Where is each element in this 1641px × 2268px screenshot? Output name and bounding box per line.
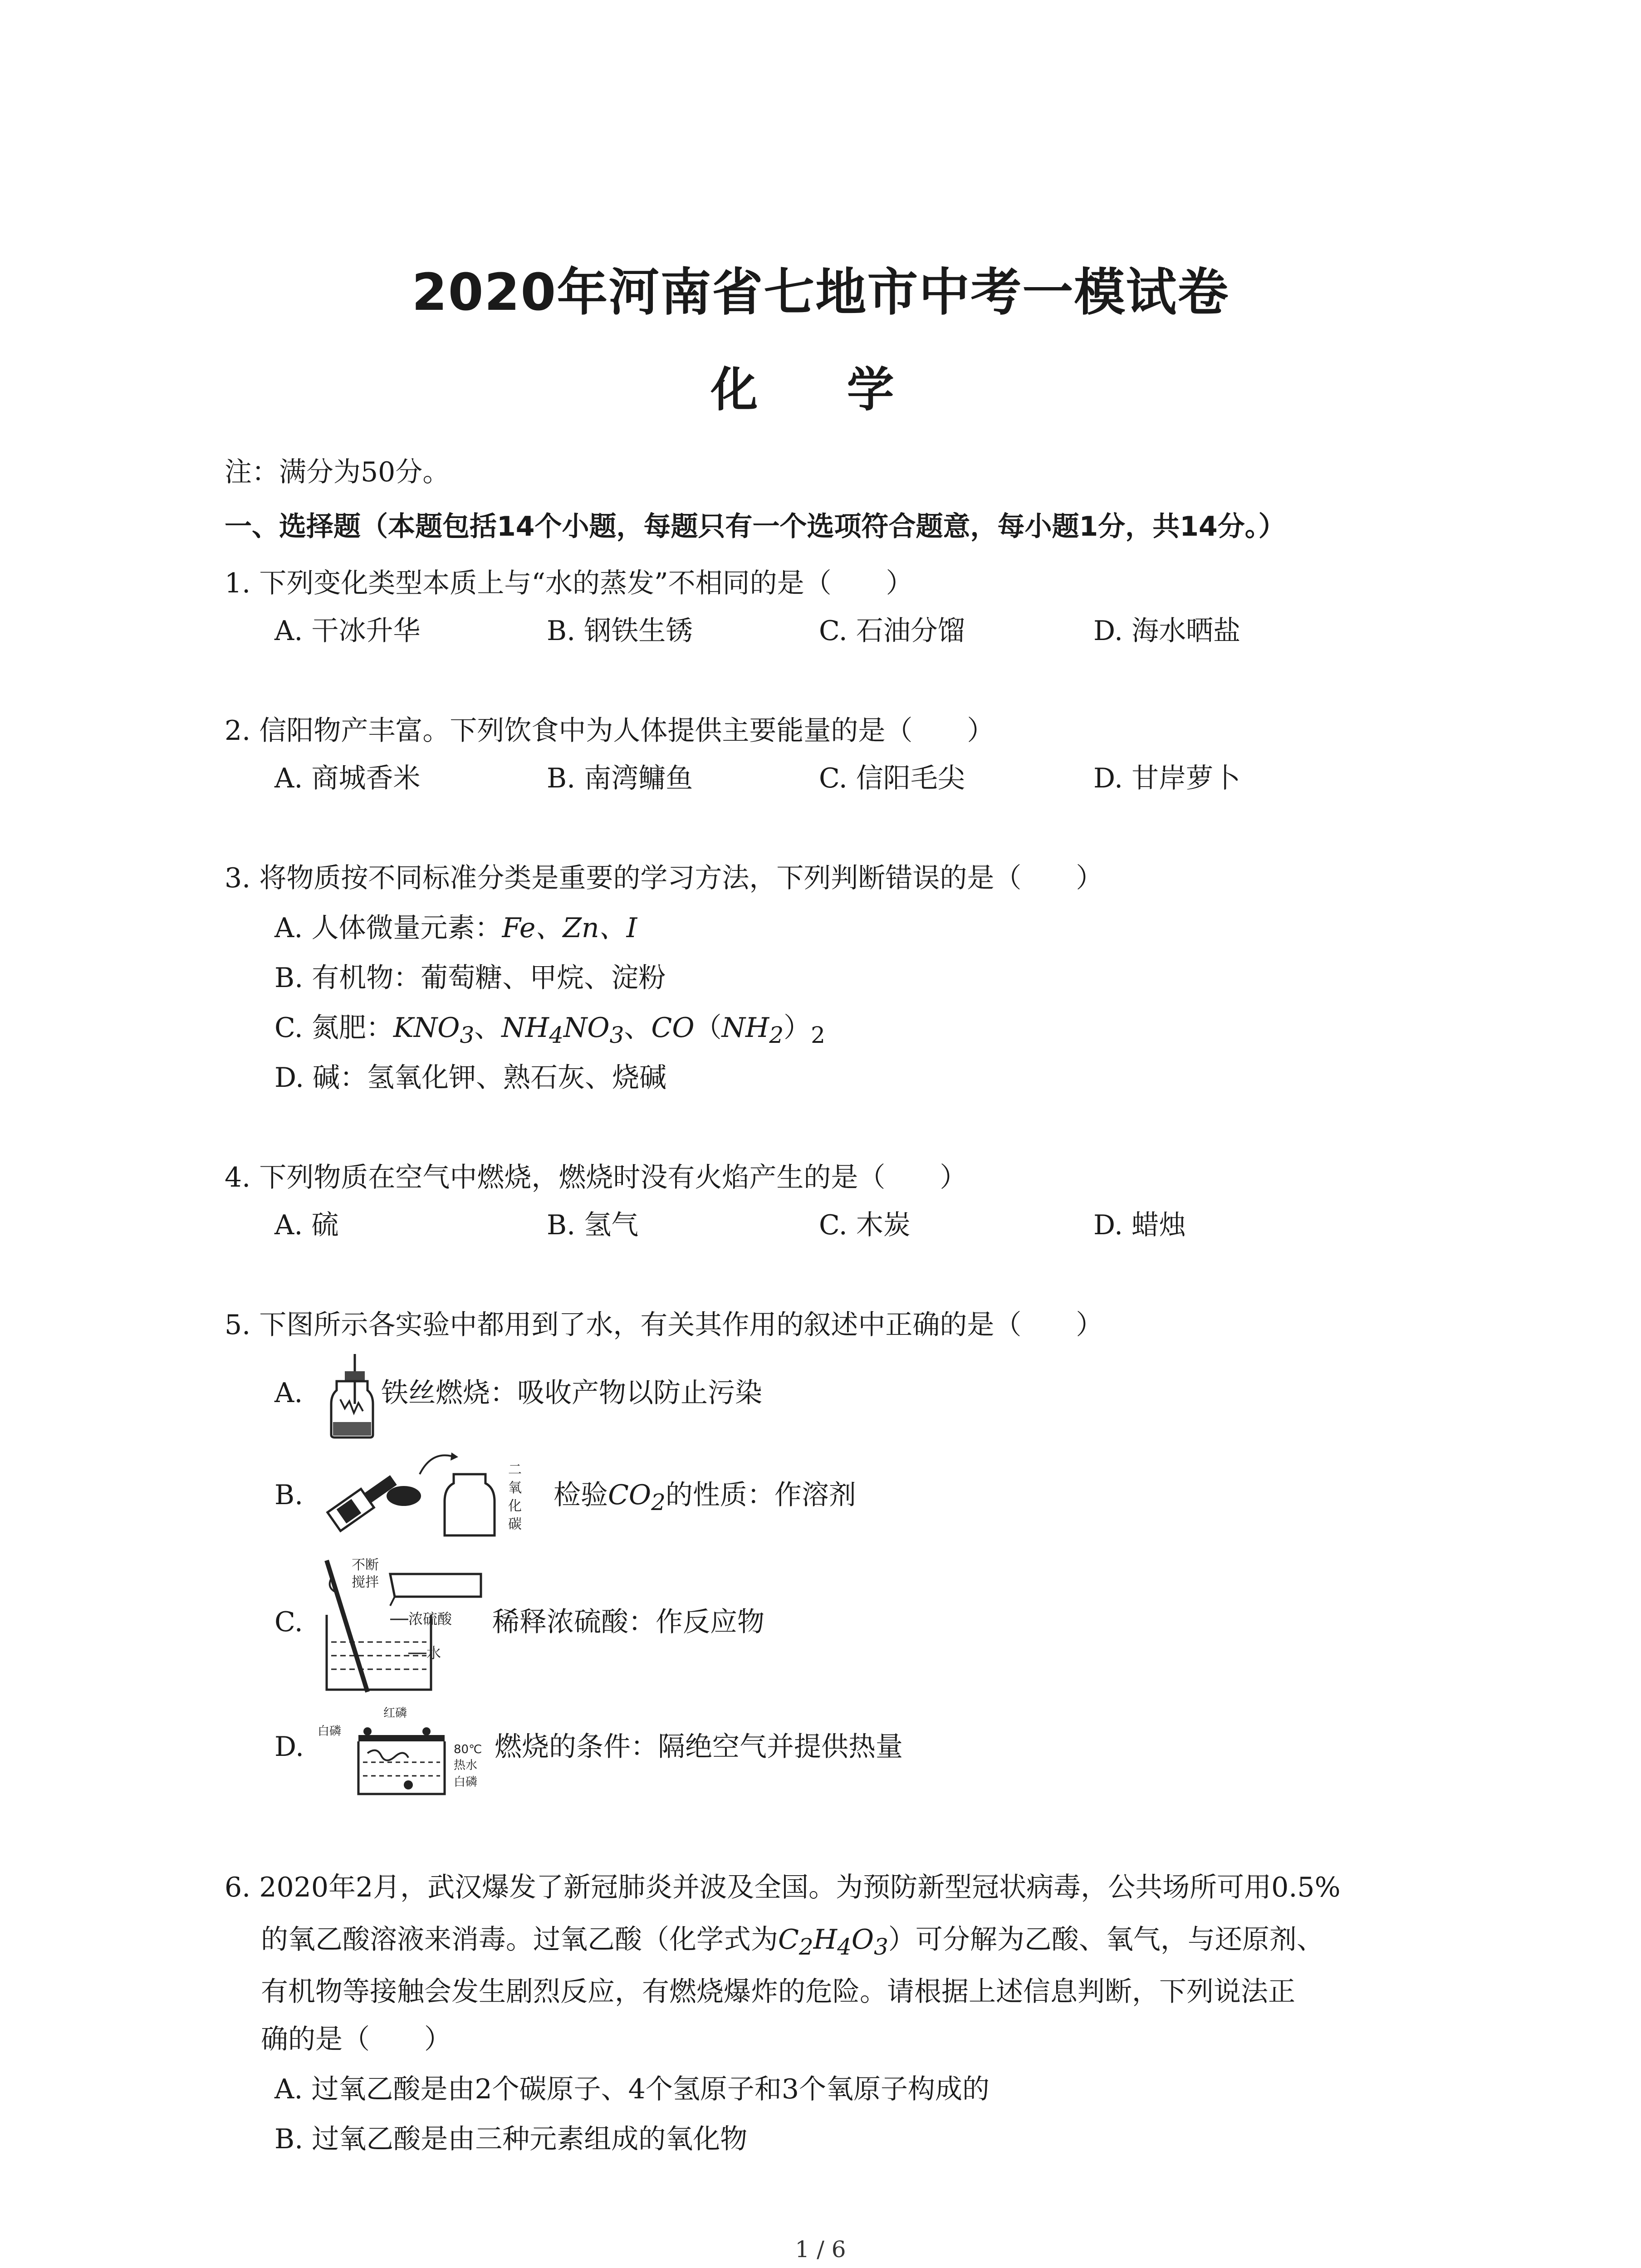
q5-option-a-letter: A. <box>274 1377 303 1409</box>
q4-option-c: C. 木炭 <box>819 1209 911 1241</box>
combustion-conditions-figure <box>318 1703 495 1808</box>
q1-option-d: D. 海水晒盐 <box>1093 615 1241 647</box>
q6-option-a: A. 过氧乙酸是由2个碳原子、4个氢原子和3个氧原子构成的 <box>274 2073 989 2105</box>
q4-option-b: B. 氢气 <box>547 1209 639 1241</box>
dilute-acid-figure <box>318 1551 490 1696</box>
q3-option-a <box>274 912 637 944</box>
q5-option-c-text: 稀释浓硫酸：作反应物 <box>492 1606 764 1638</box>
co2-label-3: 化 <box>508 1498 522 1514</box>
question-5-stem: 5. 下图所示各实验中都用到了水，有关其作用的叙述中正确的是（ ） <box>225 1309 1103 1341</box>
question-1-stem: 1. 下列变化类型本质上与“水的蒸发”不相同的是（ ） <box>225 567 913 599</box>
stir-label-2: 搅拌 <box>352 1574 379 1590</box>
acid-label: 浓硫酸 <box>408 1610 452 1628</box>
q2-option-b: B. 南湾鳙鱼 <box>547 763 693 794</box>
co2-label-4: 碳 <box>508 1516 522 1532</box>
q2-option-a: A. 商城香米 <box>274 763 421 794</box>
q1-option-a: A. 干冰升华 <box>274 615 421 647</box>
temp-label: 80℃ <box>454 1743 482 1756</box>
q3-option-c: C. 氮肥：$KNO_3$、$NH_4NO_3$、$CO(NH_2)_2$ <box>274 1012 825 1048</box>
question-6-line-3: 有机物等接触会发生剧烈反应，有燃烧爆炸的危险。请根据上述信息判断，下列说法正 <box>261 1976 1295 2008</box>
question-4-stem: 4. 下列物质在空气中燃烧，燃烧时没有火焰产生的是（ ） <box>225 1162 967 1193</box>
q5-option-d-text: 燃烧的条件：隔绝空气并提供热量 <box>495 1731 903 1763</box>
q1-option-c: C. 石油分馏 <box>819 615 965 647</box>
section-heading: 一、选择题（本题包括14个小题，每题只有一个选项符合题意，每小题1分，共14分。） <box>225 511 1286 543</box>
subject-heading: 化 学 <box>710 362 931 417</box>
q5-option-b-letter: B. <box>274 1479 304 1511</box>
q3-option-b: B. 有机物：葡萄糖、甲烷、淀粉 <box>274 962 666 994</box>
q5-option-b-text: 检验$CO_2$的性质：作溶剂 <box>554 1479 856 1515</box>
q3-option-d: D. 碱：氢氧化钾、熟石灰、烧碱 <box>274 1062 667 1094</box>
question-6-line-4: 确的是（ ） <box>261 2024 451 2055</box>
white-phosphorus-label-2: 白磷 <box>454 1775 478 1789</box>
separator: 、 <box>624 1012 652 1044</box>
note: 注：满分为50分。 <box>225 456 450 488</box>
q5-option-d-letter: D. <box>274 1731 304 1763</box>
page-number: 1 / 6 <box>795 2236 846 2263</box>
q5-option-a-text: 铁丝燃烧：吸收产物以防止污染 <box>381 1377 762 1409</box>
question-6-line-1: 6. 2020年2月，武汉爆发了新冠肺炎并波及全国。为预防新型冠状病毒，公共场所可用0.5% <box>225 1872 1341 1903</box>
co2-test-figure <box>322 1447 549 1542</box>
q5-option-c-letter: C. <box>274 1606 303 1638</box>
q1-option-b: B. 钢铁生锈 <box>547 615 693 647</box>
q4-option-a: A. 硫 <box>274 1209 339 1241</box>
co2-label-2: 氧 <box>508 1480 522 1496</box>
formula-urea: CO <box>651 1012 695 1044</box>
q4-option-d: D. 蜡烛 <box>1093 1209 1186 1241</box>
iron-wire-burning-figure <box>327 1354 377 1440</box>
q3-option-c-label: C. 氮肥： <box>274 1012 393 1044</box>
exam-title: 2020年河南省七地市中考一模试卷 <box>411 263 1230 322</box>
question-6-line-2: 的氧乙酸溶液来消毒。过氧乙酸（化学式为$C_2H_4O_3$）可分解为乙酸、氧气，与还原剂、 <box>261 1924 1324 1960</box>
separator: 、 <box>474 1012 502 1044</box>
stir-label-1: 不断 <box>352 1557 379 1573</box>
formula-nh4no3: $NH_4NO_3$ <box>501 1012 624 1048</box>
q3-option-a-label: A. 人体微量元素： <box>274 912 502 944</box>
formula-peracetic-acid: $C_2H_4O_3$ <box>778 1924 888 1960</box>
q2-option-d: D. 甘岸萝卜 <box>1093 763 1241 794</box>
q3-option-a-formula: Fe、Zn、I <box>502 912 637 944</box>
red-phosphorus-label: 红磷 <box>383 1706 407 1720</box>
q6-option-b: B. 过氧乙酸是由三种元素组成的氧化物 <box>274 2123 748 2155</box>
q2-option-c: C. 信阳毛尖 <box>819 763 965 794</box>
hot-water-label: 热水 <box>454 1759 478 1772</box>
question-2-stem: 2. 信阳物产丰富。下列饮食中为人体提供主要能量的是（ ） <box>225 715 994 747</box>
white-phosphorus-label: 白磷 <box>318 1725 342 1738</box>
formula-kno3: $KNO_3$ <box>393 1012 475 1048</box>
water-label: 水 <box>426 1644 441 1662</box>
co2-label-1: 二 <box>508 1462 522 1478</box>
question-3-stem: 3. 将物质按不同标准分类是重要的学习方法，下列判断错误的是（ ） <box>225 862 1103 894</box>
